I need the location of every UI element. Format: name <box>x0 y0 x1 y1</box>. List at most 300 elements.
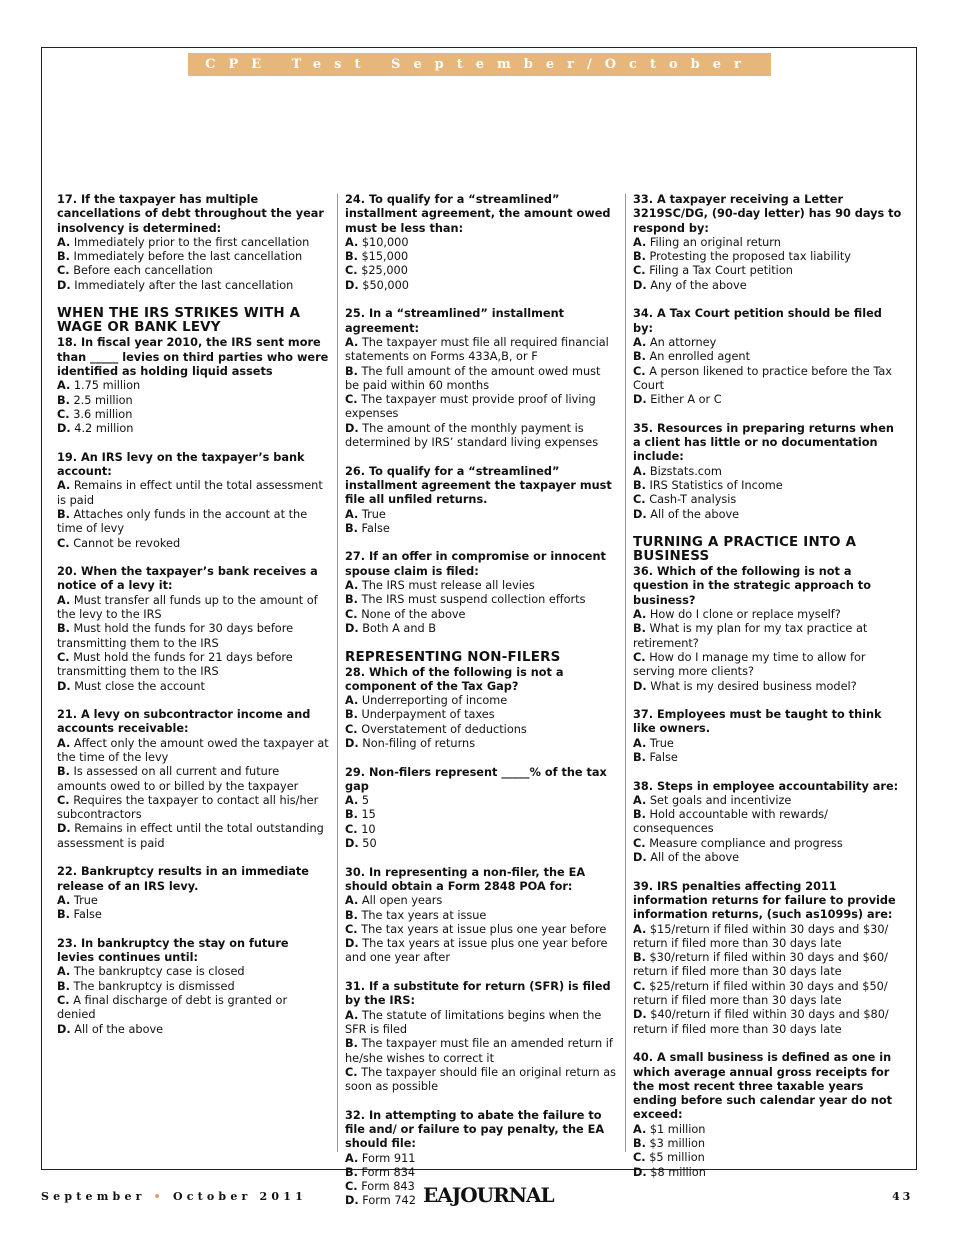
answer-text: How do I clone or replace myself? <box>649 608 841 622</box>
answer-text: Cannot be revoked <box>73 536 181 550</box>
answer-text: The IRS must release all levies <box>361 579 535 593</box>
answer-option <box>345 837 617 851</box>
answer-option <box>57 236 329 250</box>
question-block <box>345 193 617 293</box>
question-text: 25. In a “streamlined” installment agreement: <box>345 307 565 335</box>
answer-option <box>633 236 905 250</box>
question-block <box>633 880 905 1037</box>
answer-option <box>633 279 905 293</box>
answer-option <box>345 808 617 822</box>
answer-letter: C. <box>345 722 358 736</box>
answer-text: $25,000 <box>361 264 408 278</box>
question-block <box>345 550 617 636</box>
answer-letter: D. <box>633 507 647 521</box>
answer-option <box>633 1166 905 1180</box>
answer-text: Remains in effect until the total assessment is paid <box>57 479 323 507</box>
answer-option <box>345 894 617 908</box>
answer-letter: B. <box>57 908 70 922</box>
section-heading: TURNING A PRACTICE INTO A BUSINESS <box>633 535 857 565</box>
answer-letter: D. <box>57 679 71 693</box>
answer-text: Hold accountable with rewards/ consequences <box>633 808 828 836</box>
answer-text: $10,000 <box>361 235 409 249</box>
answer-letter: C. <box>633 979 646 993</box>
answer-letter: D. <box>345 621 359 635</box>
answer-text: The taxpayer should file an original return as soon as possible <box>345 1065 617 1094</box>
answer-text: Must transfer all funds up to the amount of the levy to the IRS <box>57 593 318 622</box>
answer-option <box>633 980 905 1009</box>
answer-letter: B. <box>57 507 70 521</box>
answer-text: Filing a Tax Court petition <box>649 264 793 278</box>
answer-letter: D. <box>345 278 359 292</box>
ea-journal-logo: EAJOURNAL <box>423 1183 554 1207</box>
answer-option <box>633 1151 905 1165</box>
answer-letter: A. <box>633 736 647 750</box>
question-block <box>57 193 329 293</box>
answer-letter: C. <box>633 650 646 664</box>
answer-letter: B. <box>345 364 358 378</box>
answer-letter: A. <box>345 1008 359 1022</box>
answer-text: The tax years at issue <box>361 908 487 922</box>
answer-letter: B. <box>633 750 646 764</box>
answer-text: The taxpayer must file an amended return if he/she wishes to correct it <box>345 1037 613 1065</box>
answer-letter: C. <box>57 793 70 807</box>
answer-text: Remains in effect until the total outstanding assessment is paid <box>57 822 324 850</box>
question-text: 17. If the taxpayer has multiple cancellations of debt throughout the year insolvency is determined: <box>57 193 324 235</box>
answer-letter: D. <box>345 421 359 435</box>
answer-letter: C. <box>345 264 358 278</box>
answer-text: 5 <box>361 794 370 808</box>
answer-option <box>633 493 905 507</box>
answer-letter: A. <box>345 794 359 808</box>
answer-option <box>633 680 905 694</box>
answer-text: 4.2 million <box>74 422 134 436</box>
answer-letter: A. <box>57 965 71 979</box>
question-block <box>57 937 329 1037</box>
answer-option <box>633 851 905 865</box>
answer-option <box>57 394 329 408</box>
answer-letter: C. <box>57 407 70 421</box>
answer-letter: A. <box>633 608 647 622</box>
answer-text: Before each cancellation <box>73 264 213 278</box>
answer-option <box>345 264 617 278</box>
answer-text: Form 742 <box>362 1194 416 1208</box>
question-text: 20. When the taxpayer’s bank receives a notice of a levy it: <box>57 565 318 593</box>
answer-letter: B. <box>633 808 646 822</box>
footer-bullet: • <box>153 1190 165 1203</box>
answer-text: All of the above <box>74 1022 164 1036</box>
answer-option <box>57 264 329 278</box>
question-text: 35. Resources in preparing returns when a client has little or no documentation include: <box>633 421 894 464</box>
answer-option <box>633 651 905 680</box>
answer-text: Immediately prior to the first cancellation <box>73 235 310 249</box>
answer-text: The statute of limitations begins when the SFR is filed <box>345 1008 602 1036</box>
answer-text: $15,000 <box>361 250 409 264</box>
answer-letter: C. <box>633 836 646 850</box>
answer-letter: A. <box>57 893 71 907</box>
answer-letter: B. <box>345 521 358 535</box>
answer-text: The taxpayer must file all required financial statements on Forms 433A,B, or F <box>345 335 609 364</box>
answer-text: $15/return if filed within 30 days and $30/ return if filed more than 30 days late <box>633 922 889 950</box>
answer-letter: B. <box>57 765 70 779</box>
answer-option <box>633 365 905 394</box>
question-text: 31. If a substitute for return (SFR) is filed by the IRS: <box>345 980 611 1008</box>
answer-text: 1.75 million <box>73 379 141 393</box>
answer-letter: D. <box>633 1008 647 1022</box>
answer-text: False <box>361 521 390 535</box>
answer-letter: B. <box>57 393 70 407</box>
answer-option <box>633 622 905 651</box>
question-text: 34. A Tax Court petition should be filed by: <box>633 307 882 335</box>
answer-text: False <box>649 750 678 764</box>
question-block <box>57 451 329 551</box>
answer-option <box>57 279 329 293</box>
question-text: 36. Which of the following is not a question in the strategic approach to business? <box>633 565 871 607</box>
answer-letter: D. <box>57 822 71 836</box>
answer-text: Attaches only funds in the account at the time of levy <box>57 507 308 536</box>
answer-option <box>633 393 905 407</box>
answer-text: A person likened to practice before the Tax Court <box>633 364 892 392</box>
question-text: 26. To qualify for a “streamlined” installment agreement the taxpayer must file all unfiled returns. <box>345 464 612 507</box>
answer-option <box>633 808 905 837</box>
answer-letter: A. <box>57 479 71 493</box>
column-3 <box>633 193 905 1194</box>
answer-letter: C. <box>57 994 70 1008</box>
answer-text: What is my plan for my tax practice at retirement? <box>633 622 868 650</box>
answer-letter: A. <box>345 894 359 908</box>
question-block <box>345 465 617 536</box>
answer-text: 2.5 million <box>73 393 133 407</box>
answer-letter: D. <box>345 837 359 851</box>
answer-letter: A. <box>633 235 647 249</box>
answer-letter: D. <box>57 1022 71 1036</box>
answer-option <box>57 980 329 994</box>
answer-option <box>57 479 329 508</box>
answer-option <box>345 937 617 966</box>
answer-option <box>57 594 329 623</box>
answer-option <box>345 1066 617 1095</box>
column-divider <box>625 194 626 1152</box>
question-text: 37. Employees must be taught to think like owners. <box>633 708 882 736</box>
question-text: 33. A taxpayer receiving a Letter 3219SC/DG, (90-day letter) has 90 days to respond by: <box>633 193 902 235</box>
answer-letter: B. <box>633 350 646 364</box>
answer-text: The amount of the monthly payment is determined by IRS’ standard living expenses <box>345 421 599 450</box>
answer-option <box>633 1137 905 1151</box>
answer-letter: A. <box>633 793 647 807</box>
answer-text: Measure compliance and progress <box>649 836 843 850</box>
answer-letter: A. <box>57 379 71 393</box>
answer-option <box>345 708 617 722</box>
answer-option <box>57 422 329 436</box>
answer-letter: B. <box>345 708 358 722</box>
answer-letter: C. <box>633 264 646 278</box>
answer-letter: A. <box>57 736 71 750</box>
answer-letter: A. <box>345 694 359 708</box>
answer-text: Both A and B <box>362 621 437 635</box>
answer-option <box>345 1009 617 1038</box>
answer-option <box>633 923 905 952</box>
answer-text: Affect only the amount owed the taxpayer at the time of the levy <box>57 736 329 764</box>
question-block <box>633 193 905 293</box>
page-number: 43 <box>892 1190 914 1203</box>
answer-text: Underpayment of taxes <box>361 708 495 722</box>
answer-letter: B. <box>633 478 646 492</box>
answer-letter: A. <box>57 593 71 607</box>
answer-option <box>633 1008 905 1037</box>
answer-option <box>345 1166 617 1180</box>
answer-text: True <box>73 893 98 907</box>
answer-letter: A. <box>345 1151 359 1165</box>
answer-option <box>345 622 617 636</box>
answer-text: Underreporting of income <box>361 694 508 708</box>
answer-option <box>57 965 329 979</box>
answer-option <box>57 794 329 823</box>
answer-option <box>57 894 329 908</box>
answer-text: Filing an original return <box>649 235 781 249</box>
answer-text: An enrolled agent <box>649 350 751 364</box>
answer-letter: C. <box>633 493 646 507</box>
answer-text: All open years <box>361 894 443 908</box>
answer-text: The bankruptcy case is closed <box>73 965 245 979</box>
answer-option <box>57 765 329 794</box>
answer-letter: D. <box>633 851 647 865</box>
answer-option <box>345 236 617 250</box>
answer-text: The tax years at issue plus one year before and one year after <box>345 937 608 965</box>
answer-option <box>57 537 329 551</box>
answer-letter: D. <box>345 937 359 951</box>
answer-option <box>633 794 905 808</box>
answer-text: The full amount of the amount owed must be paid within 60 months <box>345 364 601 392</box>
answer-option <box>345 909 617 923</box>
answer-option <box>633 1123 905 1137</box>
answer-option <box>345 723 617 737</box>
answer-letter: B. <box>57 250 70 264</box>
question-text: 29. Non-filers represent _____% of the tax gap <box>345 765 607 793</box>
answer-letter: C. <box>345 1065 358 1079</box>
question-text: 32. In attempting to abate the failure to file and/ or failure to pay penalty, the EA should file: <box>345 1108 605 1151</box>
answer-text: 10 <box>361 822 376 836</box>
answer-text: All of the above <box>650 507 740 521</box>
answer-text: A final discharge of debt is granted or denied <box>57 994 288 1022</box>
answer-letter: A. <box>345 335 359 349</box>
question-block <box>57 336 329 436</box>
answer-text: Must close the account <box>74 679 205 693</box>
answer-text: 50 <box>362 837 377 851</box>
answer-letter: A. <box>633 335 647 349</box>
answer-letter: D. <box>633 393 647 407</box>
answer-option <box>345 250 617 264</box>
answer-letter: C. <box>633 1151 646 1165</box>
answer-text: The tax years at issue plus one year before <box>361 922 607 936</box>
answer-text: Form 843 <box>361 1180 415 1194</box>
answer-text: The bankruptcy is dismissed <box>73 979 235 993</box>
answer-text: Requires the taxpayer to contact all his/her subcontractors <box>57 793 319 822</box>
answer-text: What is my desired business model? <box>650 679 857 693</box>
answer-option <box>633 951 905 980</box>
answer-option <box>345 737 617 751</box>
answer-text: $8 million <box>650 1165 706 1179</box>
question-text: 28. Which of the following is not a component of the Tax Gap? <box>345 665 564 693</box>
answer-letter: B. <box>57 979 70 993</box>
answer-option <box>633 465 905 479</box>
answer-letter: C. <box>57 650 70 664</box>
answer-option <box>57 1023 329 1037</box>
answer-text: $50,000 <box>362 278 409 292</box>
question-text: 30. In representing a non-filer, the EA should obtain a Form 2848 POA for: <box>345 865 586 893</box>
answer-text: $40/return if filed within 30 days and $80/ return if filed more than 30 days late <box>633 1008 889 1036</box>
answer-option <box>57 737 329 766</box>
question-text: 18. In fiscal year 2010, the IRS sent more than _____ levies on third parties who were identified as holding liquid assets <box>57 336 329 378</box>
answer-option <box>633 508 905 522</box>
answer-option <box>633 837 905 851</box>
answer-option <box>345 508 617 522</box>
question-block <box>345 307 617 450</box>
answer-option <box>345 279 617 293</box>
answer-letter: D. <box>345 1194 359 1208</box>
answer-text: $30/return if filed within 30 days and $60/ return if filed more than 30 days late <box>633 951 888 979</box>
answer-text: Is assessed on all current and future amounts owed to or billed by the taxpayer <box>57 765 299 793</box>
footer-issue-date: September • October 2011 <box>41 1190 307 1203</box>
answer-option <box>633 350 905 364</box>
answer-option <box>345 1152 617 1166</box>
answer-letter: B. <box>345 808 358 822</box>
answer-text: Any of the above <box>650 278 747 292</box>
answer-option <box>345 794 617 808</box>
answer-letter: C. <box>57 536 70 550</box>
answer-text: True <box>361 507 386 521</box>
question-block <box>57 708 329 851</box>
answer-text: The taxpayer must provide proof of living expenses <box>345 393 596 421</box>
answer-text: $5 million <box>649 1151 705 1165</box>
answer-text: False <box>73 908 102 922</box>
answer-letter: B. <box>633 951 646 965</box>
question-block <box>345 666 617 752</box>
answer-text: 3.6 million <box>73 407 133 421</box>
answer-option <box>57 408 329 422</box>
answer-option <box>57 680 329 694</box>
question-text: 23. In bankruptcy the stay on future levies continues until: <box>57 936 289 965</box>
question-block <box>633 780 905 866</box>
answer-text: True <box>649 736 674 750</box>
answer-option <box>633 479 905 493</box>
answer-letter: B. <box>633 250 646 264</box>
answer-option <box>57 379 329 393</box>
column-1 <box>57 193 329 1051</box>
answer-letter: D. <box>633 679 647 693</box>
answer-option <box>57 508 329 537</box>
answer-text: $3 million <box>649 1137 706 1150</box>
answer-letter: A. <box>633 1122 647 1136</box>
answer-option <box>345 579 617 593</box>
answer-option <box>633 737 905 751</box>
answer-letter: C. <box>345 1180 358 1194</box>
answer-letter: B. <box>57 622 70 636</box>
answer-option <box>57 651 329 680</box>
question-block <box>633 565 905 694</box>
answer-option <box>633 751 905 765</box>
answer-text: Immediately after the last cancellation <box>74 278 294 292</box>
answer-text: Must hold the funds for 30 days before transmitting them to the IRS <box>57 622 294 650</box>
answer-text: Form 834 <box>361 1165 416 1179</box>
question-text: 21. A levy on subcontractor income and accounts receivable: <box>57 708 311 736</box>
answer-option <box>633 250 905 264</box>
answer-option <box>345 823 617 837</box>
answer-text: An attorney <box>649 335 717 349</box>
answer-letter: D. <box>57 422 71 436</box>
answer-letter: B. <box>633 622 646 636</box>
answer-text: Overstatement of deductions <box>361 722 527 736</box>
column-2 <box>345 193 617 1223</box>
question-text: 39. IRS penalties affecting 2011 information returns for failure to provide information returns, (such as1099s) are: <box>633 879 896 922</box>
question-block <box>633 422 905 522</box>
answer-letter: B. <box>345 250 358 264</box>
question-block <box>345 866 617 966</box>
answer-letter: D. <box>633 278 647 292</box>
answer-text: Non-filing of returns <box>362 736 476 750</box>
answer-text: Cash-T analysis <box>649 493 737 507</box>
question-block <box>57 565 329 694</box>
answer-text: The IRS must suspend collection efforts <box>361 593 586 607</box>
answer-letter: A. <box>345 579 359 593</box>
question-block <box>633 708 905 765</box>
answer-letter: B. <box>345 1037 358 1051</box>
answer-text: All of the above <box>650 851 740 865</box>
answer-letter: A. <box>345 235 359 249</box>
answer-letter: D. <box>345 736 359 750</box>
answer-text: $25/return if filed within 30 days and $50/ return if filed more than 30 days late <box>633 979 888 1008</box>
answer-text: Form 911 <box>361 1151 416 1165</box>
answer-text: IRS Statistics of Income <box>649 478 783 492</box>
answer-letter: C. <box>345 607 358 621</box>
answer-letter: A. <box>345 507 359 521</box>
answer-option <box>57 994 329 1023</box>
question-text: 22. Bankruptcy results in an immediate release of an IRS levy. <box>57 865 309 893</box>
answer-letter: D. <box>57 278 71 292</box>
answer-option <box>345 522 617 536</box>
question-block <box>57 865 329 922</box>
answer-option <box>345 923 617 937</box>
answer-option <box>345 608 617 622</box>
answer-text: Bizstats.com <box>649 464 722 478</box>
question-text: 19. An IRS levy on the taxpayer’s bank account: <box>57 450 305 479</box>
answer-text: 15 <box>361 808 376 822</box>
answer-option <box>345 393 617 422</box>
answer-option <box>633 608 905 622</box>
answer-text: Immediately before the last cancellation <box>73 250 303 264</box>
question-text: 38. Steps in employee accountability are: <box>633 779 899 793</box>
answer-letter: B. <box>345 908 358 922</box>
answer-option <box>633 336 905 350</box>
section-banner: CPE Test September/October <box>188 53 771 76</box>
answer-letter: B. <box>345 1165 358 1179</box>
answer-text: Set goals and incentivize <box>649 793 792 807</box>
section-heading: REPRESENTING NON-FILERS <box>345 649 561 665</box>
answer-text: Either A or C <box>650 393 722 407</box>
question-block <box>345 980 617 1094</box>
question-text: 40. A small business is defined as one in which average annual gross receipts for the most recent three taxable years ending before such calendar year do not exceed: <box>633 1051 893 1122</box>
answer-letter: C. <box>345 922 358 936</box>
question-block <box>633 1051 905 1180</box>
question-text: 27. If an offer in compromise or innocent spouse claim is filed: <box>345 550 606 578</box>
answer-letter: A. <box>633 922 647 936</box>
answer-option <box>57 622 329 651</box>
answer-letter: B. <box>633 1137 646 1150</box>
answer-text: How do I manage my time to allow for serving more clients? <box>633 650 866 679</box>
answer-text: Must hold the funds for 21 days before transmitting them to the IRS <box>57 650 293 679</box>
answer-letter: B. <box>345 593 358 607</box>
column-divider <box>337 194 338 1152</box>
question-block <box>633 307 905 407</box>
answer-text: None of the above <box>361 607 466 621</box>
